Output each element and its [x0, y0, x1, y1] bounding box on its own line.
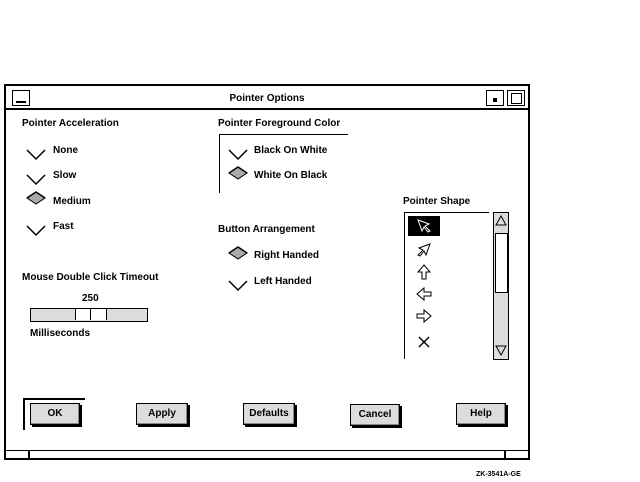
arrow-ne-icon — [416, 242, 432, 258]
foreground-heading: Pointer Foreground Color — [218, 118, 341, 129]
checked-toggle-icon — [26, 191, 46, 205]
double-click-slider-thumb[interactable] — [75, 309, 107, 320]
help-button[interactable]: Help — [456, 403, 506, 425]
shape-list[interactable] — [404, 212, 489, 359]
arrow-right-icon — [416, 308, 432, 324]
x-cursor-icon — [416, 334, 432, 350]
acceleration-label-slow: Slow — [53, 170, 77, 181]
arrow-left-icon — [416, 286, 432, 302]
foreground-label-white-on-black: White On Black — [254, 170, 328, 181]
shape-heading: Pointer Shape — [403, 196, 471, 207]
unchecked-toggle-icon — [26, 223, 46, 237]
shape-list-scrollbar[interactable] — [493, 212, 509, 360]
acceleration-label-none: None — [53, 145, 78, 156]
arrow-up-icon — [416, 264, 432, 280]
shape-item-arrow-nw[interactable] — [408, 216, 440, 236]
double-click-heading: Mouse Double Click Timeout — [22, 272, 159, 283]
minimize-button[interactable] — [486, 90, 504, 106]
maximize-button[interactable] — [507, 90, 525, 106]
arrangement-label-right-handed: Right Handed — [254, 250, 319, 261]
double-click-value: 250 — [82, 293, 99, 304]
shape-item-arrow-right[interactable] — [408, 306, 440, 326]
double-click-units: Milliseconds — [30, 328, 91, 339]
arrow-nw-icon — [416, 218, 432, 234]
acceleration-label-fast: Fast — [53, 221, 74, 232]
cancel-button[interactable]: Cancel — [350, 404, 400, 426]
foreground-label-black-on-white: Black On White — [254, 145, 328, 156]
apply-button[interactable]: Apply — [136, 403, 188, 425]
window-title: Pointer Options — [229, 93, 305, 104]
shape-item-arrow-ne[interactable] — [408, 240, 440, 260]
shape-item-x-cursor[interactable] — [408, 332, 440, 352]
arrangement-heading: Button Arrangement — [218, 224, 315, 235]
unchecked-toggle-icon — [228, 278, 248, 292]
shape-list-scroll-thumb[interactable] — [495, 233, 508, 293]
shape-item-arrow-left[interactable] — [408, 284, 440, 304]
shape-item-arrow-up[interactable] — [408, 262, 440, 282]
double-click-slider-trough[interactable] — [30, 308, 148, 322]
foreground-group-frame — [219, 134, 348, 193]
checked-toggle-icon — [228, 246, 248, 260]
unchecked-toggle-icon — [228, 147, 248, 161]
scroll-down-arrow-icon[interactable] — [494, 343, 508, 357]
acceleration-label-medium: Medium — [53, 196, 91, 207]
scroll-up-arrow-icon[interactable] — [494, 214, 508, 228]
ok-button[interactable]: OK — [30, 403, 80, 425]
unchecked-toggle-icon — [26, 147, 46, 161]
acceleration-heading: Pointer Acceleration — [22, 118, 119, 129]
defaults-button[interactable]: Defaults — [243, 403, 295, 425]
arrangement-label-left-handed: Left Handed — [254, 276, 312, 287]
unchecked-toggle-icon — [26, 172, 46, 186]
figure-id: ZK-3541A-GE — [476, 471, 521, 478]
checked-toggle-icon — [228, 166, 248, 180]
